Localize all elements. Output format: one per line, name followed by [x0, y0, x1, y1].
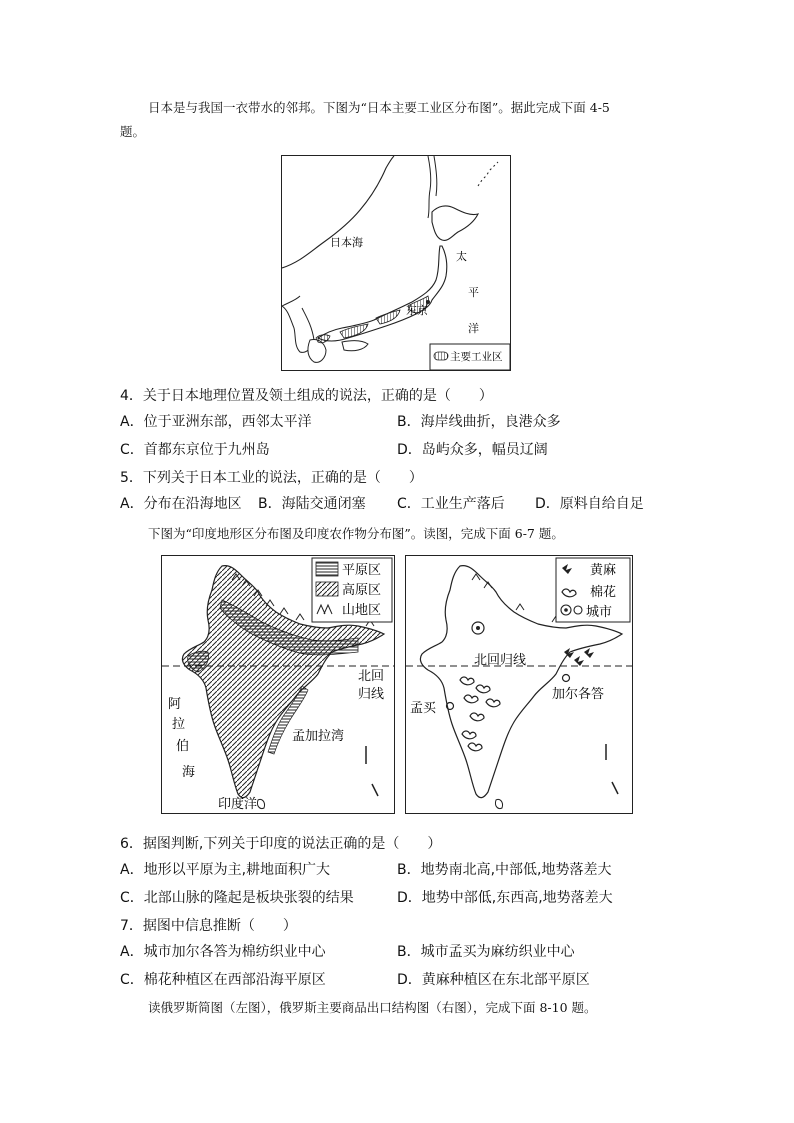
q7-option-b[interactable]: B．城市孟买为麻纺织业中心	[397, 944, 575, 960]
tropic-label-line2: 归线	[358, 687, 385, 702]
q7-option-c[interactable]: C．棉花种植区在西部沿海平原区	[120, 972, 326, 988]
intro-text-line1: 日本是与我国一衣带水的邻邦。下图为“日本主要工业区分布图”。据此完成下面 4-5	[148, 100, 610, 115]
jute-legend-label: 黄麻	[590, 563, 617, 578]
pacific-label-char-2: 平	[468, 286, 479, 299]
arabian-sea-char-1: 阿	[168, 697, 182, 712]
kolkata-label: 加尔各答	[552, 687, 605, 702]
tropic-label-right: 北回归线	[474, 653, 527, 668]
q5-option-d[interactable]: D．原料自给自足	[535, 496, 644, 512]
q6-option-c[interactable]: C．北部山脉的隆起是板块张裂的结果	[120, 890, 354, 906]
sea-of-japan-label: 日本海	[330, 236, 363, 249]
japan-map-graphic	[282, 156, 510, 370]
pacific-label-char-3: 洋	[468, 322, 479, 335]
q4-option-d[interactable]: D．岛屿众多，幅员辽阔	[397, 442, 548, 458]
arabian-sea-char-4: 海	[182, 765, 196, 780]
mountain-legend-label: 山地区	[342, 603, 382, 618]
india-crops-graphic	[406, 556, 632, 813]
q6-stem: 6．据图判断,下列关于印度的说法正确的是（ ）	[120, 836, 442, 852]
japan-legend-label: 主要工业区	[450, 351, 503, 363]
plateau-legend-swatch	[316, 582, 338, 596]
arabian-sea-char-3: 伯	[176, 739, 190, 754]
q6-option-a[interactable]: A．地形以平原为主,耕地面积广大	[120, 862, 331, 878]
q4-option-c[interactable]: C．首都东京位于九州岛	[120, 442, 270, 458]
tokyo-label: 东京	[406, 304, 428, 317]
japan-industrial-map	[281, 155, 511, 371]
arabian-sea-char-2: 拉	[172, 717, 186, 732]
plateau-legend-label: 高原区	[342, 583, 382, 598]
q5-option-b[interactable]: B．海陆交通闭塞	[258, 496, 366, 512]
q5-option-c[interactable]: C．工业生产落后	[397, 496, 505, 512]
q4-option-a[interactable]: A．位于亚洲东部，西邻太平洋	[120, 414, 312, 430]
q5-stem: 5．下列关于日本工业的说法，正确的是（ ）	[120, 470, 423, 486]
q7-stem: 7．据图中信息推断（ ）	[120, 918, 297, 934]
q6-option-b[interactable]: B．地势南北高,中部低,地势落差大	[397, 862, 612, 878]
intro-text-line2: 题。	[120, 124, 146, 139]
cotton-legend-label: 棉花	[590, 585, 617, 600]
pacific-label-char-1: 太	[456, 250, 467, 263]
indian-ocean-label: 印度洋	[218, 797, 258, 812]
bay-of-bengal-label: 孟加拉湾	[292, 729, 345, 744]
q4-stem: 4．关于日本地理位置及领土组成的说法，正确的是（ ）	[120, 388, 493, 404]
india-terrain-map	[161, 555, 395, 814]
q7-option-d[interactable]: D．黄麻种植区在东北部平原区	[397, 972, 590, 988]
plain-legend-swatch	[316, 562, 338, 576]
intro-text-india: 下图为“印度地形区分布图及印度农作物分布图”。读图，完成下面 6-7 题。	[148, 526, 564, 541]
mumbai-label: 孟买	[410, 701, 437, 716]
plain-legend-label: 平原区	[342, 563, 382, 578]
tropic-label-line1: 北回	[358, 669, 385, 684]
intro-text-russia: 读俄罗斯简图（左图），俄罗斯主要商品出口结构图（右图），完成下面 8-10 题。	[148, 1000, 597, 1015]
india-terrain-graphic	[162, 556, 394, 813]
q4-option-b[interactable]: B．海岸线曲折，良港众多	[397, 414, 561, 430]
industrial-zone-legend-icon	[434, 352, 448, 360]
india-crops-map	[405, 555, 633, 814]
q6-option-d[interactable]: D．地势中部低,东西高,地势落差大	[397, 890, 613, 906]
city-legend-label: 城市	[586, 605, 613, 620]
q7-option-a[interactable]: A．城市加尔各答为棉纺织业中心	[120, 944, 326, 960]
q5-option-a[interactable]: A．分布在沿海地区	[120, 496, 242, 512]
